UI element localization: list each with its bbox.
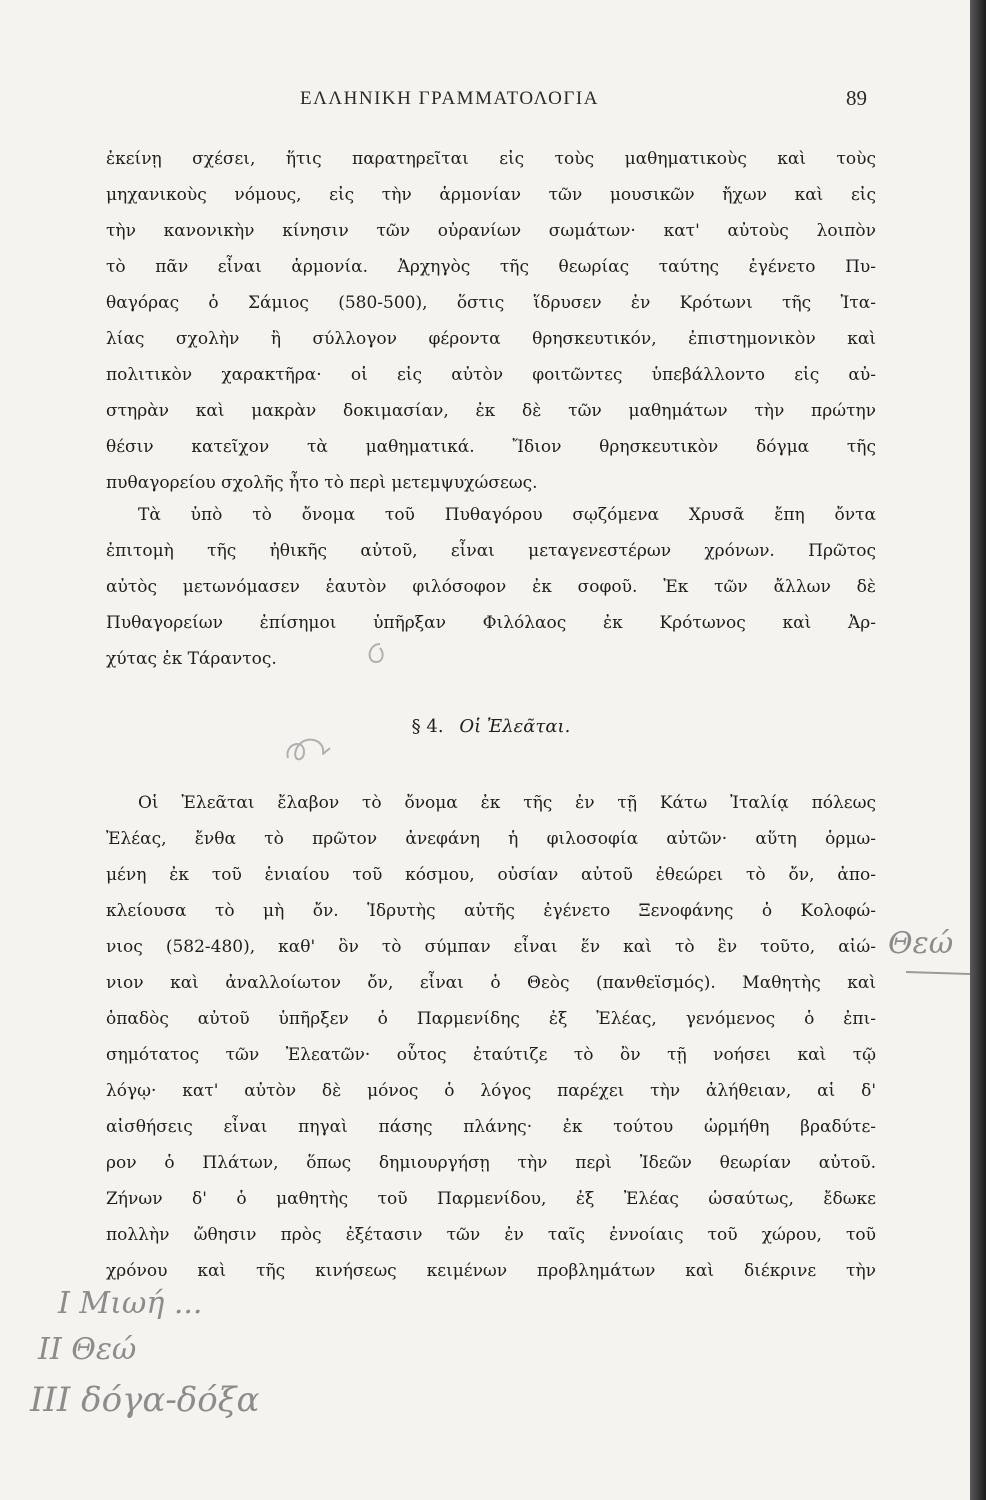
text-line: πολιτικὸν χαρακτῆρα· οἱ εἰς αὐτὸν φοιτῶντες ὑπεβάλλοντο εἰς αὐ- [106, 365, 876, 385]
pencil-mark-a [360, 638, 390, 672]
text-line: κλείουσα τὸ μὴ ὄν. Ἱδρυτὴς αὐτῆς ἐγένετο Ξενοφάνης ὁ Κολοφώ- [106, 901, 876, 921]
text-line: Οἱ Ἐλεᾶται ἔλαβον τὸ ὄνομα ἐκ τῆς ἐν τῇ Κάτω Ἰταλίᾳ πόλεως [138, 793, 876, 813]
text-line: Τὰ ὑπὸ τὸ ὄνομα τοῦ Πυθαγόρου σῳζόμενα Χρυσᾶ ἔπη ὄντα [138, 505, 876, 525]
margin-note: Θεώ [888, 926, 954, 961]
text-line: Ἐλέας, ἔνθα τὸ πρῶτον ἀνεφάνη ἡ φιλοσοφία αὐτῶν· αὕτη ὁρμω- [106, 829, 876, 849]
text-line: θαγόρας ὁ Σάμιος (580-500), ὅστις ἵδρυσεν ἐν Κρότωνι τῆς Ἰτα- [106, 293, 876, 313]
text-line: χρόνου καὶ τῆς κινήσεως κειμένων προβλημάτων καὶ διέκρινε τὴν [106, 1261, 876, 1281]
text-line: αἰσθήσεις εἶναι πηγαὶ πάσης πλάνης· ἐκ τούτου ὡρμήθη βραδύτε- [106, 1117, 876, 1137]
handwritten-note-3: III δόγα-δόξα [30, 1380, 260, 1420]
text-line: στηρὰν καὶ μακρὰν δοκιμασίαν, ἐκ δὲ τῶν μαθημάτων τὴν πρώτην [106, 401, 876, 421]
pencil-underline [904, 966, 970, 978]
text-line: χύτας ἐκ Τάραντος. [106, 649, 277, 669]
text-line: Ζήνων δ' ὁ μαθητὴς τοῦ Παρμενίδου, ἐξ Ἐλέας ὡσαύτως, ἔδωκε [106, 1189, 876, 1209]
text-line: σημότατος τῶν Ἐλεατῶν· οὗτος ἐταύτιζε τὸ ὂν τῇ νοήσει καὶ τῷ [106, 1045, 876, 1065]
pencil-mark-b [282, 728, 338, 768]
text-line: πολλὴν ὤθησιν πρὸς ἐξέτασιν τῶν ἐν ταῖς ἐννοίαις τοῦ χώρου, τοῦ [106, 1225, 876, 1245]
page-number: 89 [846, 86, 867, 110]
text-line: ὀπαδὸς αὐτοῦ ὑπῆρξεν ὁ Παρμενίδης ἐξ Ἐλέας, γενόμενος ὁ ἐπι- [106, 1009, 876, 1029]
section-symbol: § 4. [411, 716, 444, 737]
handwritten-note-2: II Θεώ [38, 1332, 137, 1367]
text-line: νιος (582-480), καθ' ὃν τὸ σύμπαν εἶναι ἕν καὶ τὸ ἓν τοῦτο, αἰώ- [106, 937, 876, 957]
text-line: ἐπιτομὴ τῆς ἠθικῆς αὐτοῦ, εἶναι μεταγενεστέρων χρόνων. Πρῶτος [106, 541, 876, 561]
book-edge [970, 0, 986, 1500]
text-line: πυθαγορείου σχολῆς ἦτο τὸ περὶ μετεμψυχώσεως. [106, 473, 538, 493]
running-title: ΕΛΛΗΝΙΚΗ ΓΡΑΜΜΑΤΟΛΟΓΙΑ [300, 88, 599, 109]
text-line: θέσιν κατεῖχον τὰ μαθηματικά. Ἴδιον θρησκευτικὸν δόγμα τῆς [106, 437, 876, 457]
section-heading [106, 716, 876, 737]
text-line: λόγῳ· κατ' αὐτὸν δὲ μόνος ὁ λόγος παρέχει τὴν ἀλήθειαν, αἱ δ' [106, 1081, 876, 1101]
section-title: Οἱ Ἐλεᾶται. [459, 716, 571, 737]
text-line: ἐκείνῃ σχέσει, ἥτις παρατηρεῖται εἰς τοὺς μαθηματικοὺς καὶ τοὺς [106, 149, 876, 169]
paragraph-2 [106, 497, 876, 677]
text-line: τὸ πᾶν εἶναι ἁρμονία. Ἀρχηγὸς τῆς θεωρίας ταύτης ἐγένετο Πυ- [106, 257, 876, 277]
handwritten-note-1: I Μιωή ... [58, 1286, 203, 1321]
text-line: μένη ἐκ τοῦ ἑνιαίου τοῦ κόσμου, οὐσίαν αὐτοῦ ἐθεώρει τὸ ὄν, ἀπο- [106, 865, 876, 885]
paragraph-1 [106, 141, 876, 501]
paragraph-3 [106, 785, 876, 1289]
text-line: ρον ὁ Πλάτων, ὅπως δημιουργήσῃ τὴν περὶ Ἰδεῶν θεωρίαν αὐτοῦ. [106, 1153, 876, 1173]
text-line: τὴν κανονικὴν κίνησιν τῶν οὐρανίων σωμάτων· κατ' αὐτοὺς λοιπὸν [106, 221, 876, 241]
text-line: Πυθαγορείων ἐπίσημοι ὑπῆρξαν Φιλόλαος ἐκ Κρότωνος καὶ Ἀρ- [106, 613, 876, 633]
text-line: αὐτὸς μετωνόμασεν ἑαυτὸν φιλόσοφον ἐκ σοφοῦ. Ἐκ τῶν ἄλλων δὲ [106, 577, 876, 597]
text-line: λίας σχολὴν ἢ σύλλογον φέροντα θρησκευτικόν, ἐπιστημονικὸν καὶ [106, 329, 876, 349]
text-line: νιον καὶ ἀναλλοίωτον ὄν, εἶναι ὁ Θεὸς (πανθεϊσμός). Μαθητὴς καὶ [106, 973, 876, 993]
text-line: μηχανικοὺς νόμους, εἰς τὴν ἁρμονίαν τῶν μουσικῶν ἤχων καὶ εἰς [106, 185, 876, 205]
